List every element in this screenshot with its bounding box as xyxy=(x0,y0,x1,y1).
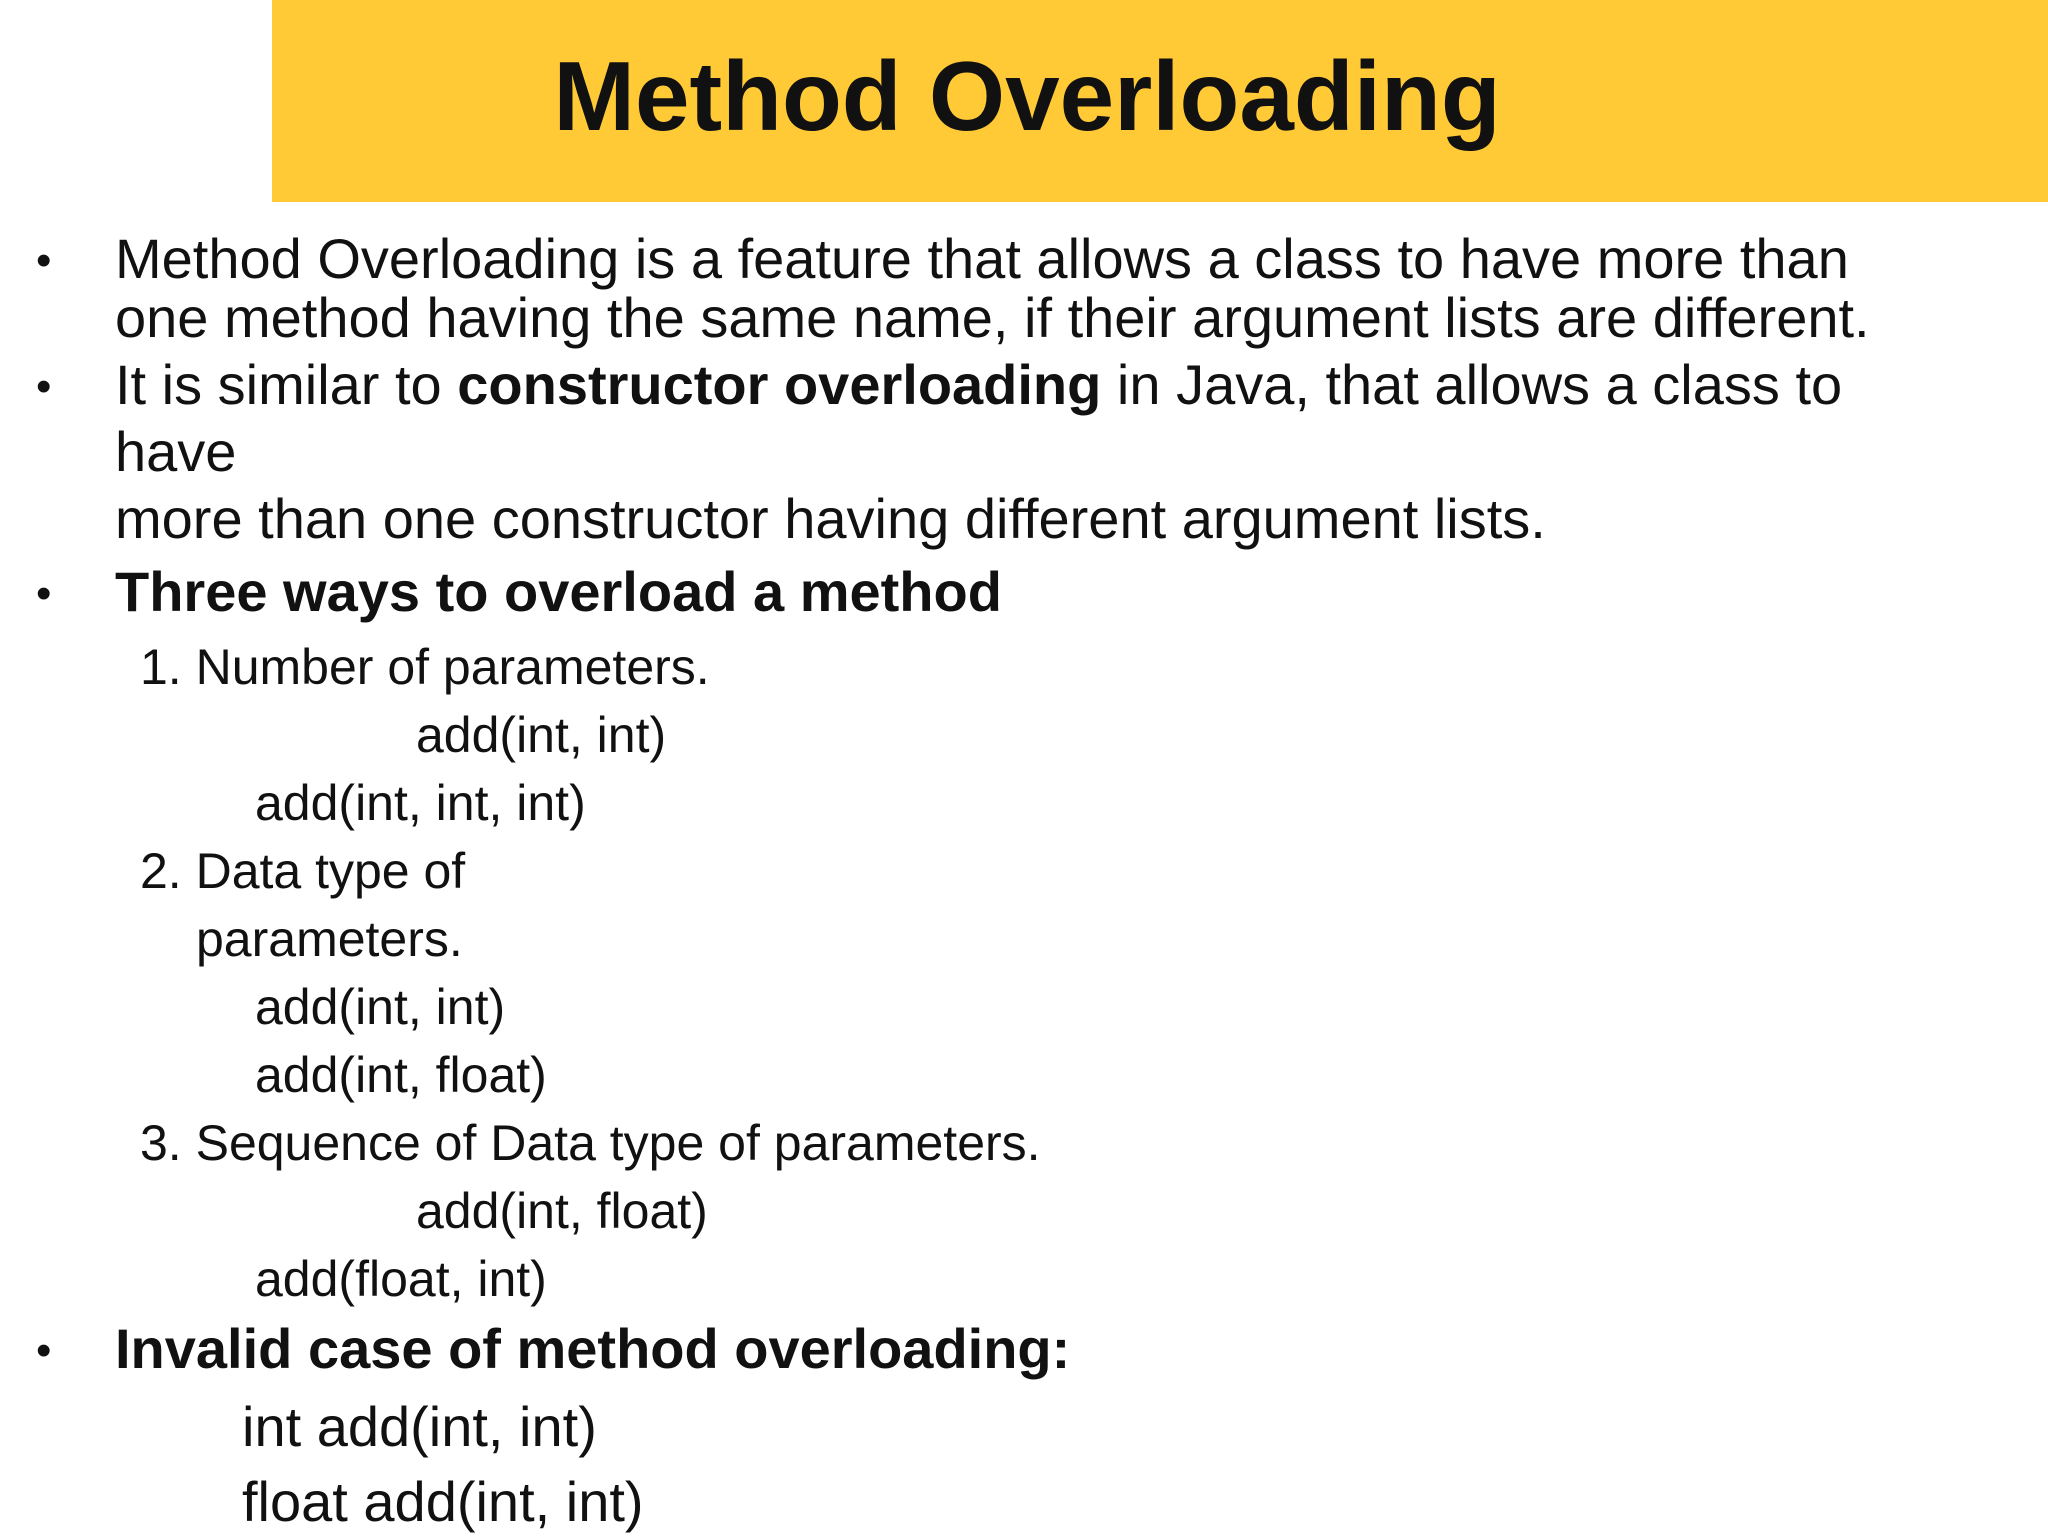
list-item-2-example-2: add(int, float) xyxy=(255,1047,547,1103)
bullet-2-line-2: have xyxy=(115,420,237,483)
invalid-example-2: float add(int, int) xyxy=(242,1470,644,1533)
bullet-2-text-post: in Java, that allows a class to xyxy=(1101,353,1843,416)
bullet-marker: • xyxy=(36,1326,52,1375)
list-item-2-example-1: add(int, int) xyxy=(255,979,506,1035)
list-item-3-example-1: add(int, float) xyxy=(416,1183,708,1239)
list-item-1-example-1: add(int, int) xyxy=(416,707,667,763)
bullet-2-line-3: more than one constructor having different argument lists. xyxy=(115,487,1546,550)
list-item-2-line-2: parameters. xyxy=(196,911,463,967)
list-item-2-line-1: 2. Data type of xyxy=(140,843,466,899)
bullet-2-line-1 xyxy=(115,352,1842,418)
bullet-4-heading: Invalid case of method overloading: xyxy=(115,1317,1071,1380)
list-item-1: 1. Number of parameters. xyxy=(140,639,710,695)
bullet-3-heading: Three ways to overload a method xyxy=(115,560,1002,623)
slide-title: Method Overloading xyxy=(553,41,1501,151)
invalid-example-1: int add(int, int) xyxy=(242,1395,597,1458)
bullet-2-text-bold: constructor overloading xyxy=(457,353,1102,416)
bullet-1-line-2: one method having the same name, if their argument lists are different. xyxy=(115,286,1870,349)
list-item-3-example-2: add(float, int) xyxy=(255,1251,547,1307)
list-item-3: 3. Sequence of Data type of parameters. xyxy=(140,1115,1041,1171)
bullet-1-line-1: Method Overloading is a feature that allows a class to have more than xyxy=(115,227,1849,290)
bullet-2-text-pre: It is similar to xyxy=(115,353,458,416)
list-item-1-example-2: add(int, int, int) xyxy=(255,775,586,831)
bullet-marker: • xyxy=(36,362,52,411)
bullet-marker: • xyxy=(36,569,52,618)
bullet-marker: • xyxy=(36,236,52,285)
